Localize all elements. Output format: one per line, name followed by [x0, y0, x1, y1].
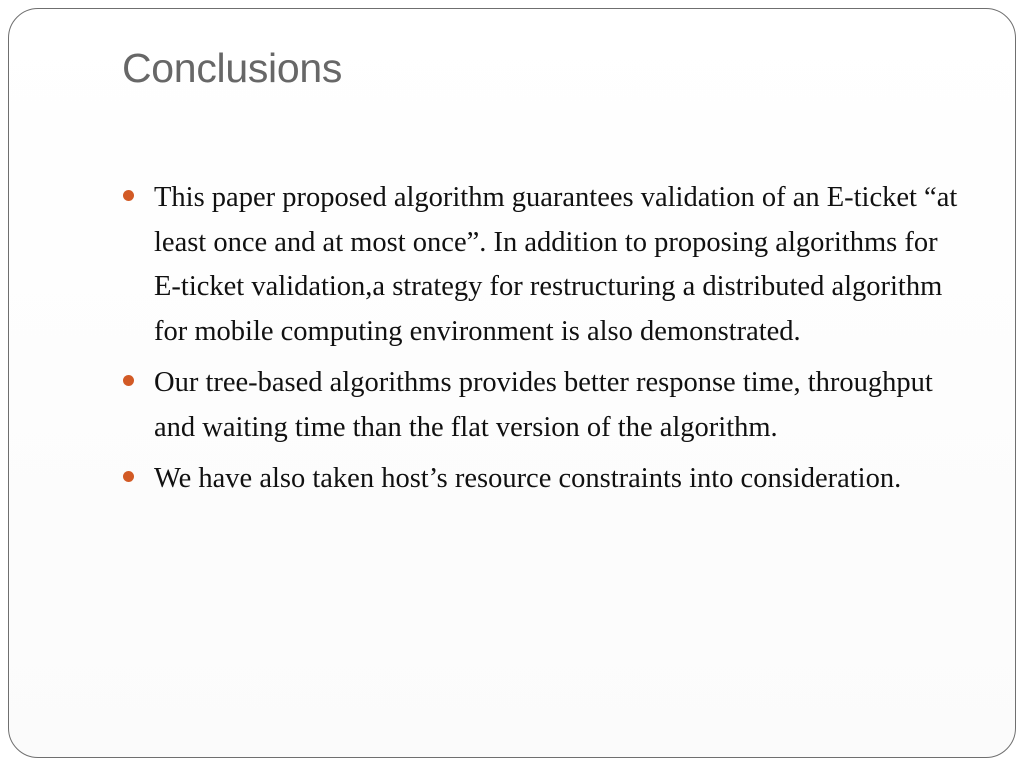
bullet-text: This paper proposed algorithm guarantees validation of an E-ticket “at least once and at most once”. In addition to proposing algorithms for E-ticket validation,a strategy for restructuring a distributed algorithm for mobile computing environment is also demonstrated. — [154, 182, 958, 347]
bullet-item — [121, 457, 971, 502]
slide — [8, 8, 1016, 758]
bullet-dot-icon — [123, 471, 134, 482]
bullet-dot-icon — [123, 190, 134, 201]
bullet-item — [121, 176, 971, 354]
bullet-item — [121, 361, 971, 450]
bullet-text: Our tree-based algorithms provides better response time, throughput and waiting time than the flat version of the algorithm. — [154, 367, 933, 443]
bullet-text: We have also taken host’s resource constraints into consideration. — [154, 463, 902, 494]
bullet-list — [121, 176, 971, 509]
slide-title: Conclusions — [122, 45, 343, 91]
bullet-dot-icon — [123, 375, 134, 386]
